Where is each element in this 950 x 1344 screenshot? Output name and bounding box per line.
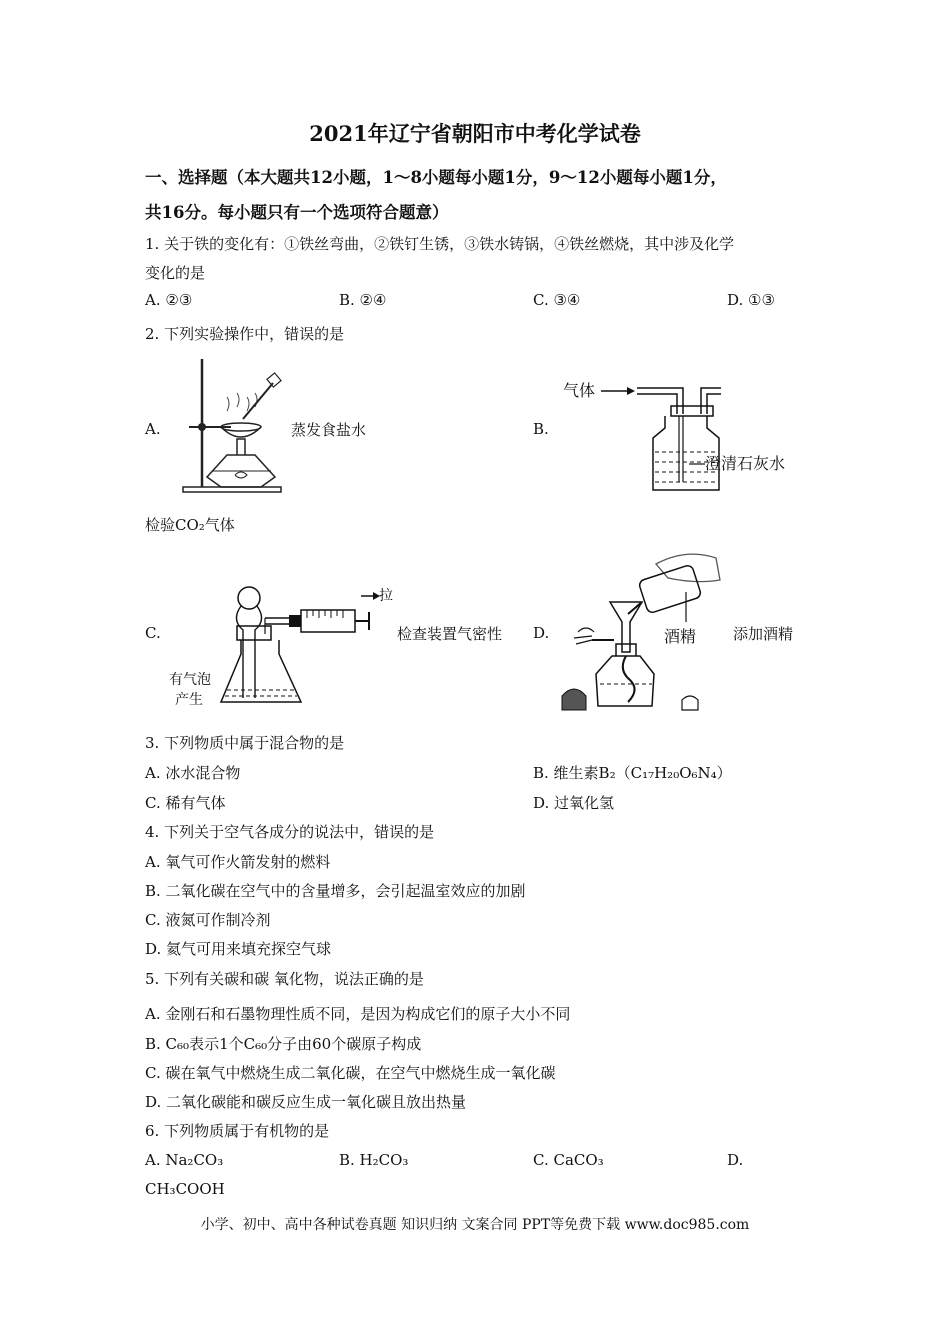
q6-option-b: B. H₂CO₃ — [339, 1151, 409, 1169]
airtightness-apparatus-figure — [165, 578, 395, 713]
gas-label: 气体 — [563, 381, 596, 400]
q2-option-d-caption: 添加酒精 — [733, 625, 794, 643]
q2-option-b-caption: 检验CO₂气体 — [145, 516, 235, 534]
bubble-label-line2: 产生 — [175, 692, 203, 708]
q1-stem-line1: 1. 关于铁的变化有：①铁丝弯曲，②铁钉生锈，③铁水铸锅，④铁丝燃烧，其中涉及化学 — [145, 235, 735, 253]
q4-stem: 4. 下列关于空气各成分的说法中，错误的是 — [145, 823, 435, 841]
q1-stem-line2: 变化的是 — [145, 264, 206, 282]
alcohol-lamp-figure — [556, 544, 726, 716]
section-heading-line2: 共16分。每小题只有一个选项符合题意） — [145, 203, 449, 222]
q6-option-a: A. Na₂CO₃ — [145, 1151, 224, 1169]
q5-stem: 5. 下列有关碳和碳 氧化物，说法正确的是 — [145, 970, 424, 988]
q1-option-d: D. ①③ — [727, 291, 775, 309]
q2-stem: 2. 下列实验操作中，错误的是 — [145, 325, 345, 343]
q5-option-d: D. 二氧化碳能和碳反应生成一氧化碳且放出热量 — [145, 1093, 467, 1111]
page-footer: 小学、初中、高中各种试卷真题 知识归纳 文案合同 PPT等免费下载 www.doc985.com — [200, 1217, 750, 1233]
q6-option-c: C. CaCO₃ — [533, 1151, 604, 1169]
q2-option-c-caption: 检查装置气密性 — [397, 625, 503, 643]
q2-option-d-letter: D. — [533, 624, 550, 642]
q3-option-b: B. 维生素B₂（C₁₇H₂₀O₆N₄） — [533, 764, 732, 782]
q3-option-c: C. 稀有气体 — [145, 794, 226, 812]
q6-option-d-value: CH₃COOH — [145, 1180, 225, 1198]
q3-option-d: D. 过氧化氢 — [533, 794, 615, 812]
q3-stem: 3. 下列物质中属于混合物的是 — [145, 734, 345, 752]
pull-label: 拉 — [379, 588, 393, 604]
section-heading-line1: 一、选择题（本大题共12小题，1～8小题每小题1分，9～12小题每小题1分， — [145, 168, 727, 187]
q3-option-a: A. 冰水混合物 — [145, 764, 241, 782]
q2-option-b-letter: B. — [533, 420, 549, 438]
alcohol-label: 酒精 — [664, 627, 697, 646]
q2-option-a-letter: A. — [145, 420, 161, 438]
q5-option-c: C. 碳在氧气中燃烧生成二氧化碳，在空气中燃烧生成一氧化碳 — [145, 1064, 556, 1082]
q5-option-b: B. C₆₀表示1个C₆₀分子由60个碳原子构成 — [145, 1035, 422, 1053]
q2-option-c-letter: C. — [145, 624, 161, 642]
q1-option-a: A. ②③ — [145, 291, 193, 309]
q1-option-c: C. ③④ — [533, 291, 581, 309]
page-title: 2021年辽宁省朝阳市中考化学试卷 — [309, 121, 641, 146]
q4-option-d: D. 氦气可用来填充探空气球 — [145, 940, 332, 958]
evaporation-apparatus-figure — [175, 355, 295, 497]
q4-option-b: B. 二氧化碳在空气中的含量增多，会引起温室效应的加剧 — [145, 882, 526, 900]
limewater-label: 澄清石灰水 — [705, 454, 786, 473]
q4-option-a: A. 氧气可作火箭发射的燃料 — [145, 853, 331, 871]
q2-option-a-caption: 蒸发食盐水 — [291, 421, 367, 439]
q5-option-a: A. 金刚石和石墨物理性质不同，是因为构成它们的原子大小不同 — [145, 1005, 571, 1023]
q6-stem: 6. 下列物质属于有机物的是 — [145, 1122, 330, 1140]
bubble-label-line1: 有气泡 — [169, 672, 211, 688]
q1-option-b: B. ②④ — [339, 291, 387, 309]
q6-option-d: D. — [727, 1151, 744, 1169]
co2-test-apparatus-figure — [555, 370, 805, 495]
q4-option-c: C. 液氮可作制冷剂 — [145, 911, 271, 929]
